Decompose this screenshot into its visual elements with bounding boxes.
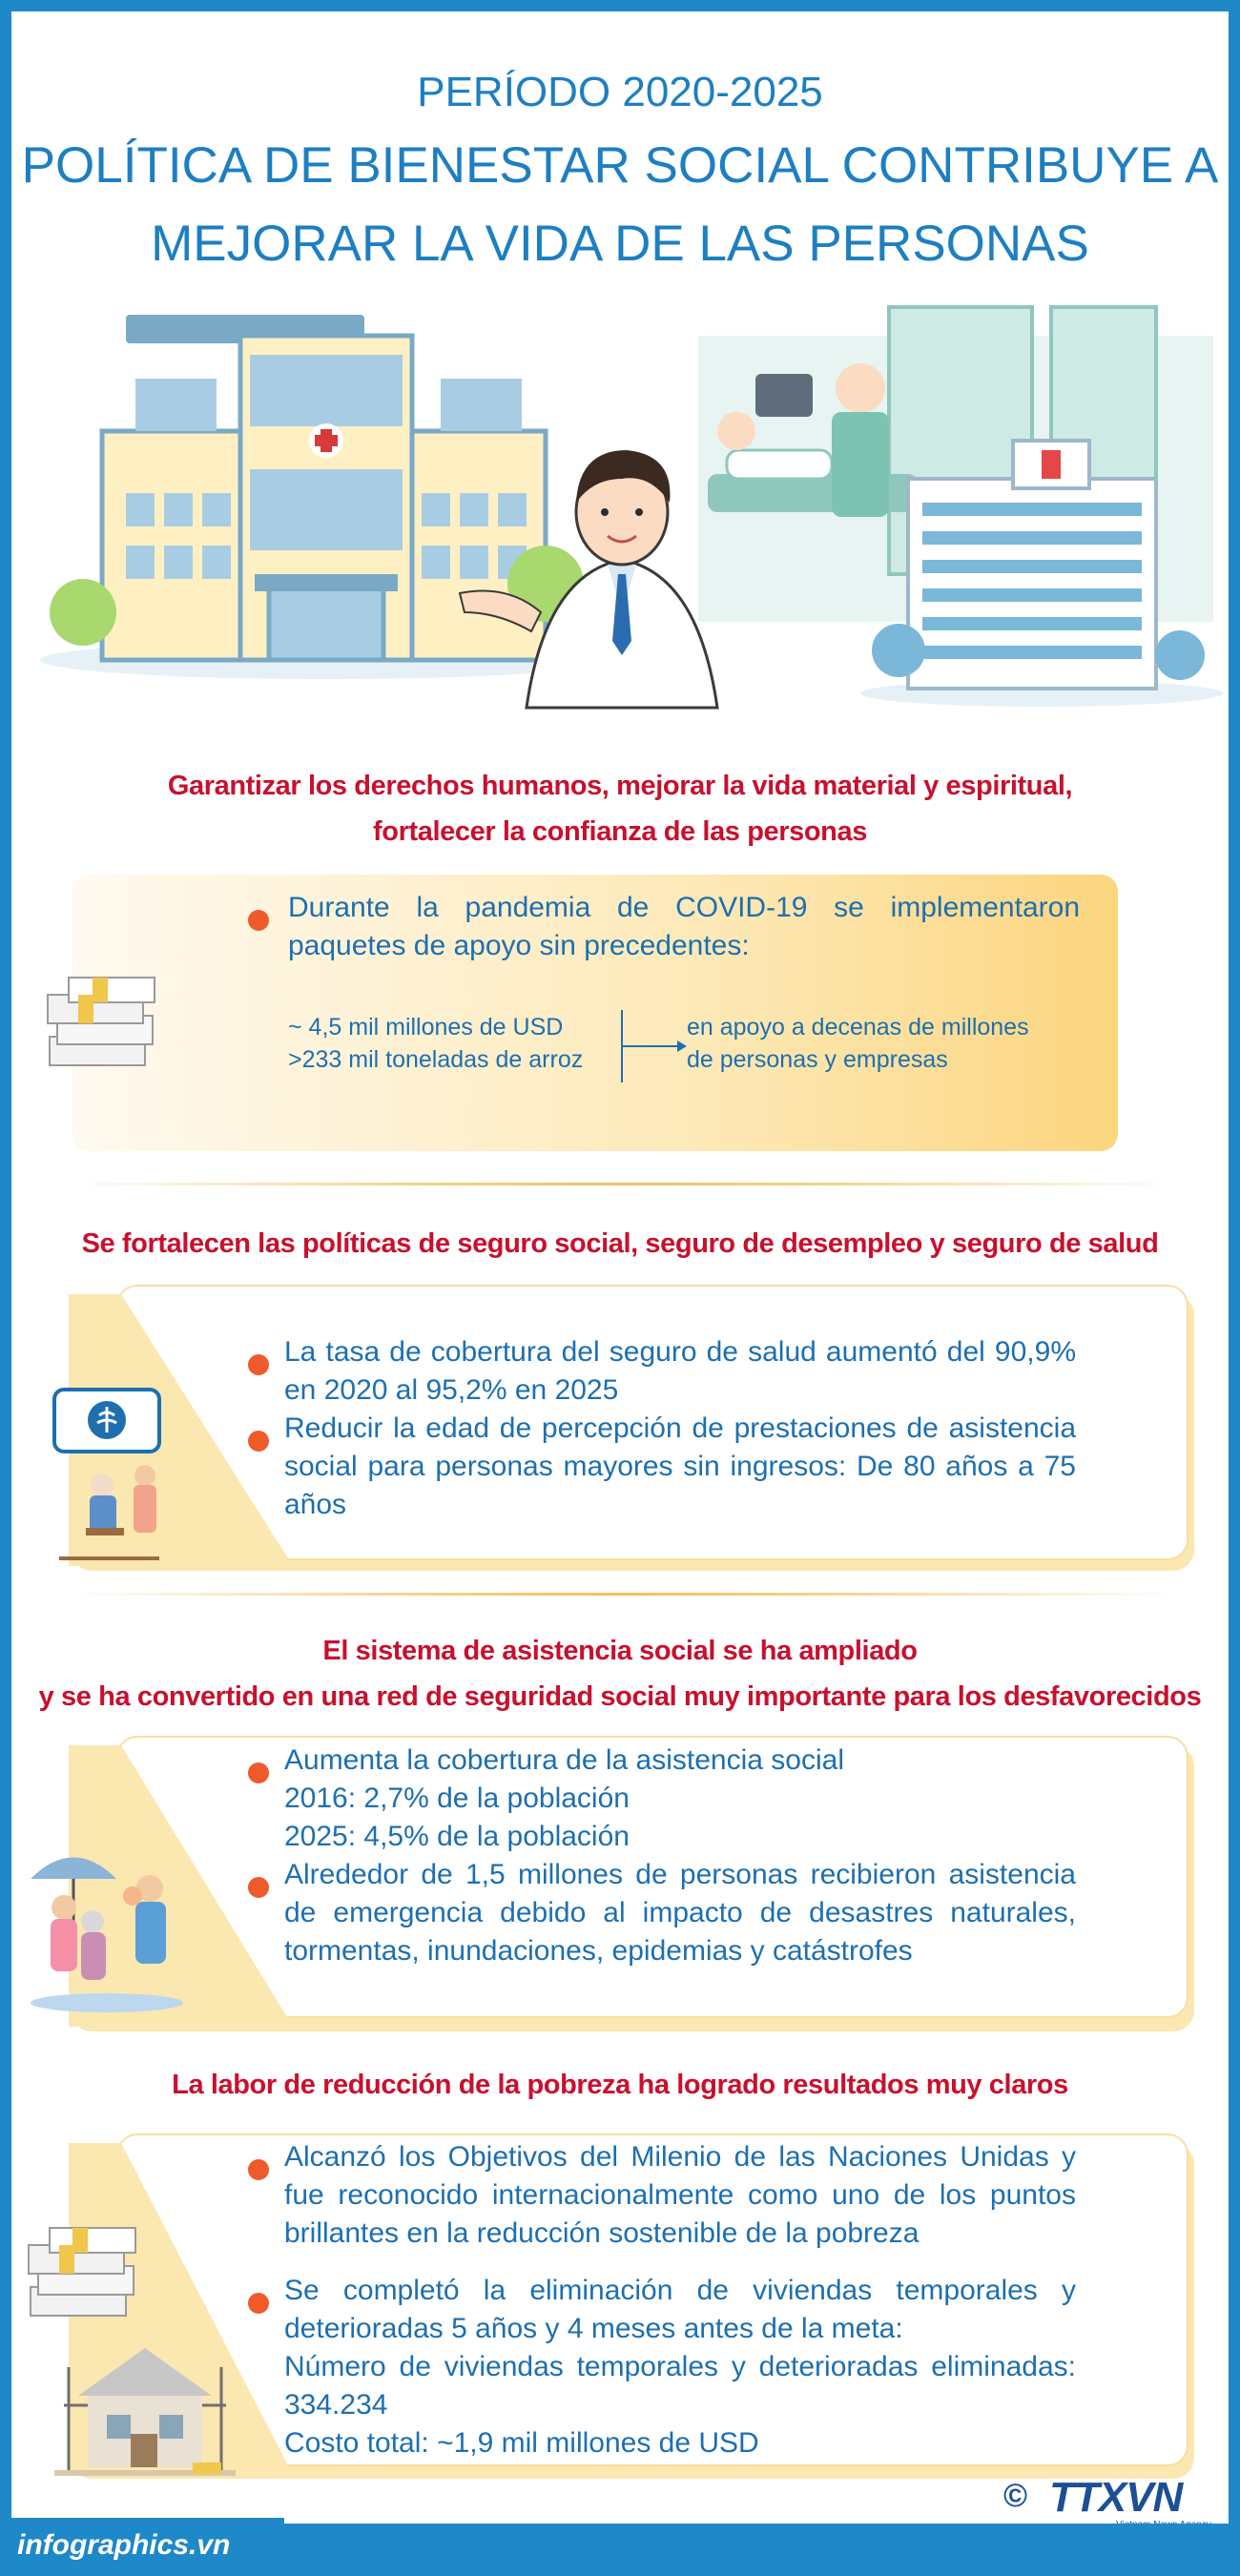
section-1-bullet-text: Durante la pandemia de COVID-19 se implementaron paquetes de apoyo sin precedentes: <box>288 892 1080 961</box>
bullet-dot <box>248 2159 269 2180</box>
ttxvn-logo <box>1003 2474 1223 2531</box>
section-3-title-line-1: El sistema de asistencia social se ha ampliado <box>322 1636 918 1666</box>
coverage-2025: 2025: 4,5% de la población <box>284 1821 630 1852</box>
arrow-right-icon <box>612 1008 689 1084</box>
site-label[interactable]: infographics.vn <box>0 2518 284 2573</box>
main-title-line-2: MEJORAR LA VIDA DE LAS PERSONAS <box>151 216 1089 272</box>
section-3-title-line-2: y se ha convertido en una red de seguridad social muy importante para los desfavorecidos <box>38 1681 1202 1712</box>
total-cost-text: Costo total: ~1,9 mil millones de USD <box>284 2427 759 2459</box>
bullet-dot <box>248 1431 269 1452</box>
support-beneficiaries-line-2: de personas y empresas <box>687 1046 948 1073</box>
divider-line <box>69 1183 1175 1185</box>
house-construction-icon <box>50 2329 240 2482</box>
elderly-care-icon <box>50 1375 164 1566</box>
period-heading: PERÍODO 2020-2025 <box>417 69 823 115</box>
houses-eliminated-count: Número de viviendas temporales y deterioradas eliminadas: 334.234 <box>284 2351 1076 2421</box>
millennium-goals-text: Alcanzó los Objetivos del Milenio de las Naciones Unidas y fue reconocido internacionalmente como uno de los puntos brillantes en la reducción sostenible de la pobreza <box>284 2141 1076 2249</box>
support-beneficiaries-line-1: en apoyo a decenas de millones <box>687 1014 1029 1041</box>
social-assistance-age-text: Reducir la edad de percepción de prestaciones de asistencia social para personas mayores sin ingresos: De 80 años a 75 años <box>284 1412 1076 1520</box>
money-stack-icon <box>40 970 169 1075</box>
support-amount-rice: >233 mil toneladas de arroz <box>288 1046 584 1073</box>
bullet-dot <box>248 1354 269 1375</box>
disaster-victims-icon <box>26 1841 183 2017</box>
main-title-line-1: POLÍTICA DE BIENESTAR SOCIAL CONTRIBUYE A <box>21 137 1219 194</box>
bullet-dot <box>248 1762 269 1783</box>
coverage-2016: 2016: 2,7% de la población <box>284 1783 630 1814</box>
section-1-title-line-2: fortalecer la confianza de las personas <box>373 816 867 847</box>
hero-illustration <box>11 298 1229 717</box>
divider-line <box>69 1593 1175 1596</box>
support-amount-usd: ~ 4,5 mil millones de USD <box>288 1014 564 1041</box>
header <box>11 64 1229 283</box>
emergency-assistance-text: Alrededor de 1,5 millones de personas recibieron asistencia de emergencia debido al impacto de desastres naturales, tormentas, inundaciones, epidemias y catástrofes <box>284 1859 1076 1967</box>
bullet-dot <box>248 910 269 931</box>
infographic-page <box>11 11 1229 2539</box>
bullet-dot <box>248 1877 269 1898</box>
health-insurance-coverage-text: La tasa de cobertura del seguro de salud aumentó del 90,9% en 2020 al 95,2% en 2025 <box>284 1336 1076 1406</box>
section-1-title-line-1: Garantizar los derechos humanos, mejorar la vida material y espiritual, <box>167 771 1073 801</box>
logo-text: TTXVN <box>1049 2474 1183 2521</box>
section-2-title: Se fortalecen las políticas de seguro social, seguro de desempleo y seguro de salud <box>81 1228 1159 1259</box>
assistance-coverage-heading: Aumenta la cobertura de la asistencia social <box>284 1744 844 1776</box>
housing-elimination-text: Se completó la eliminación de viviendas temporales y deterioradas 5 años y 4 meses antes de la meta: <box>284 2275 1076 2344</box>
bullet-dot <box>248 2293 269 2314</box>
copyright-symbol: © <box>1003 2478 1028 2514</box>
section-4-title: La labor de reducción de la pobreza ha logrado resultados muy claros <box>172 2070 1068 2100</box>
money-stack-icon <box>23 2222 147 2322</box>
